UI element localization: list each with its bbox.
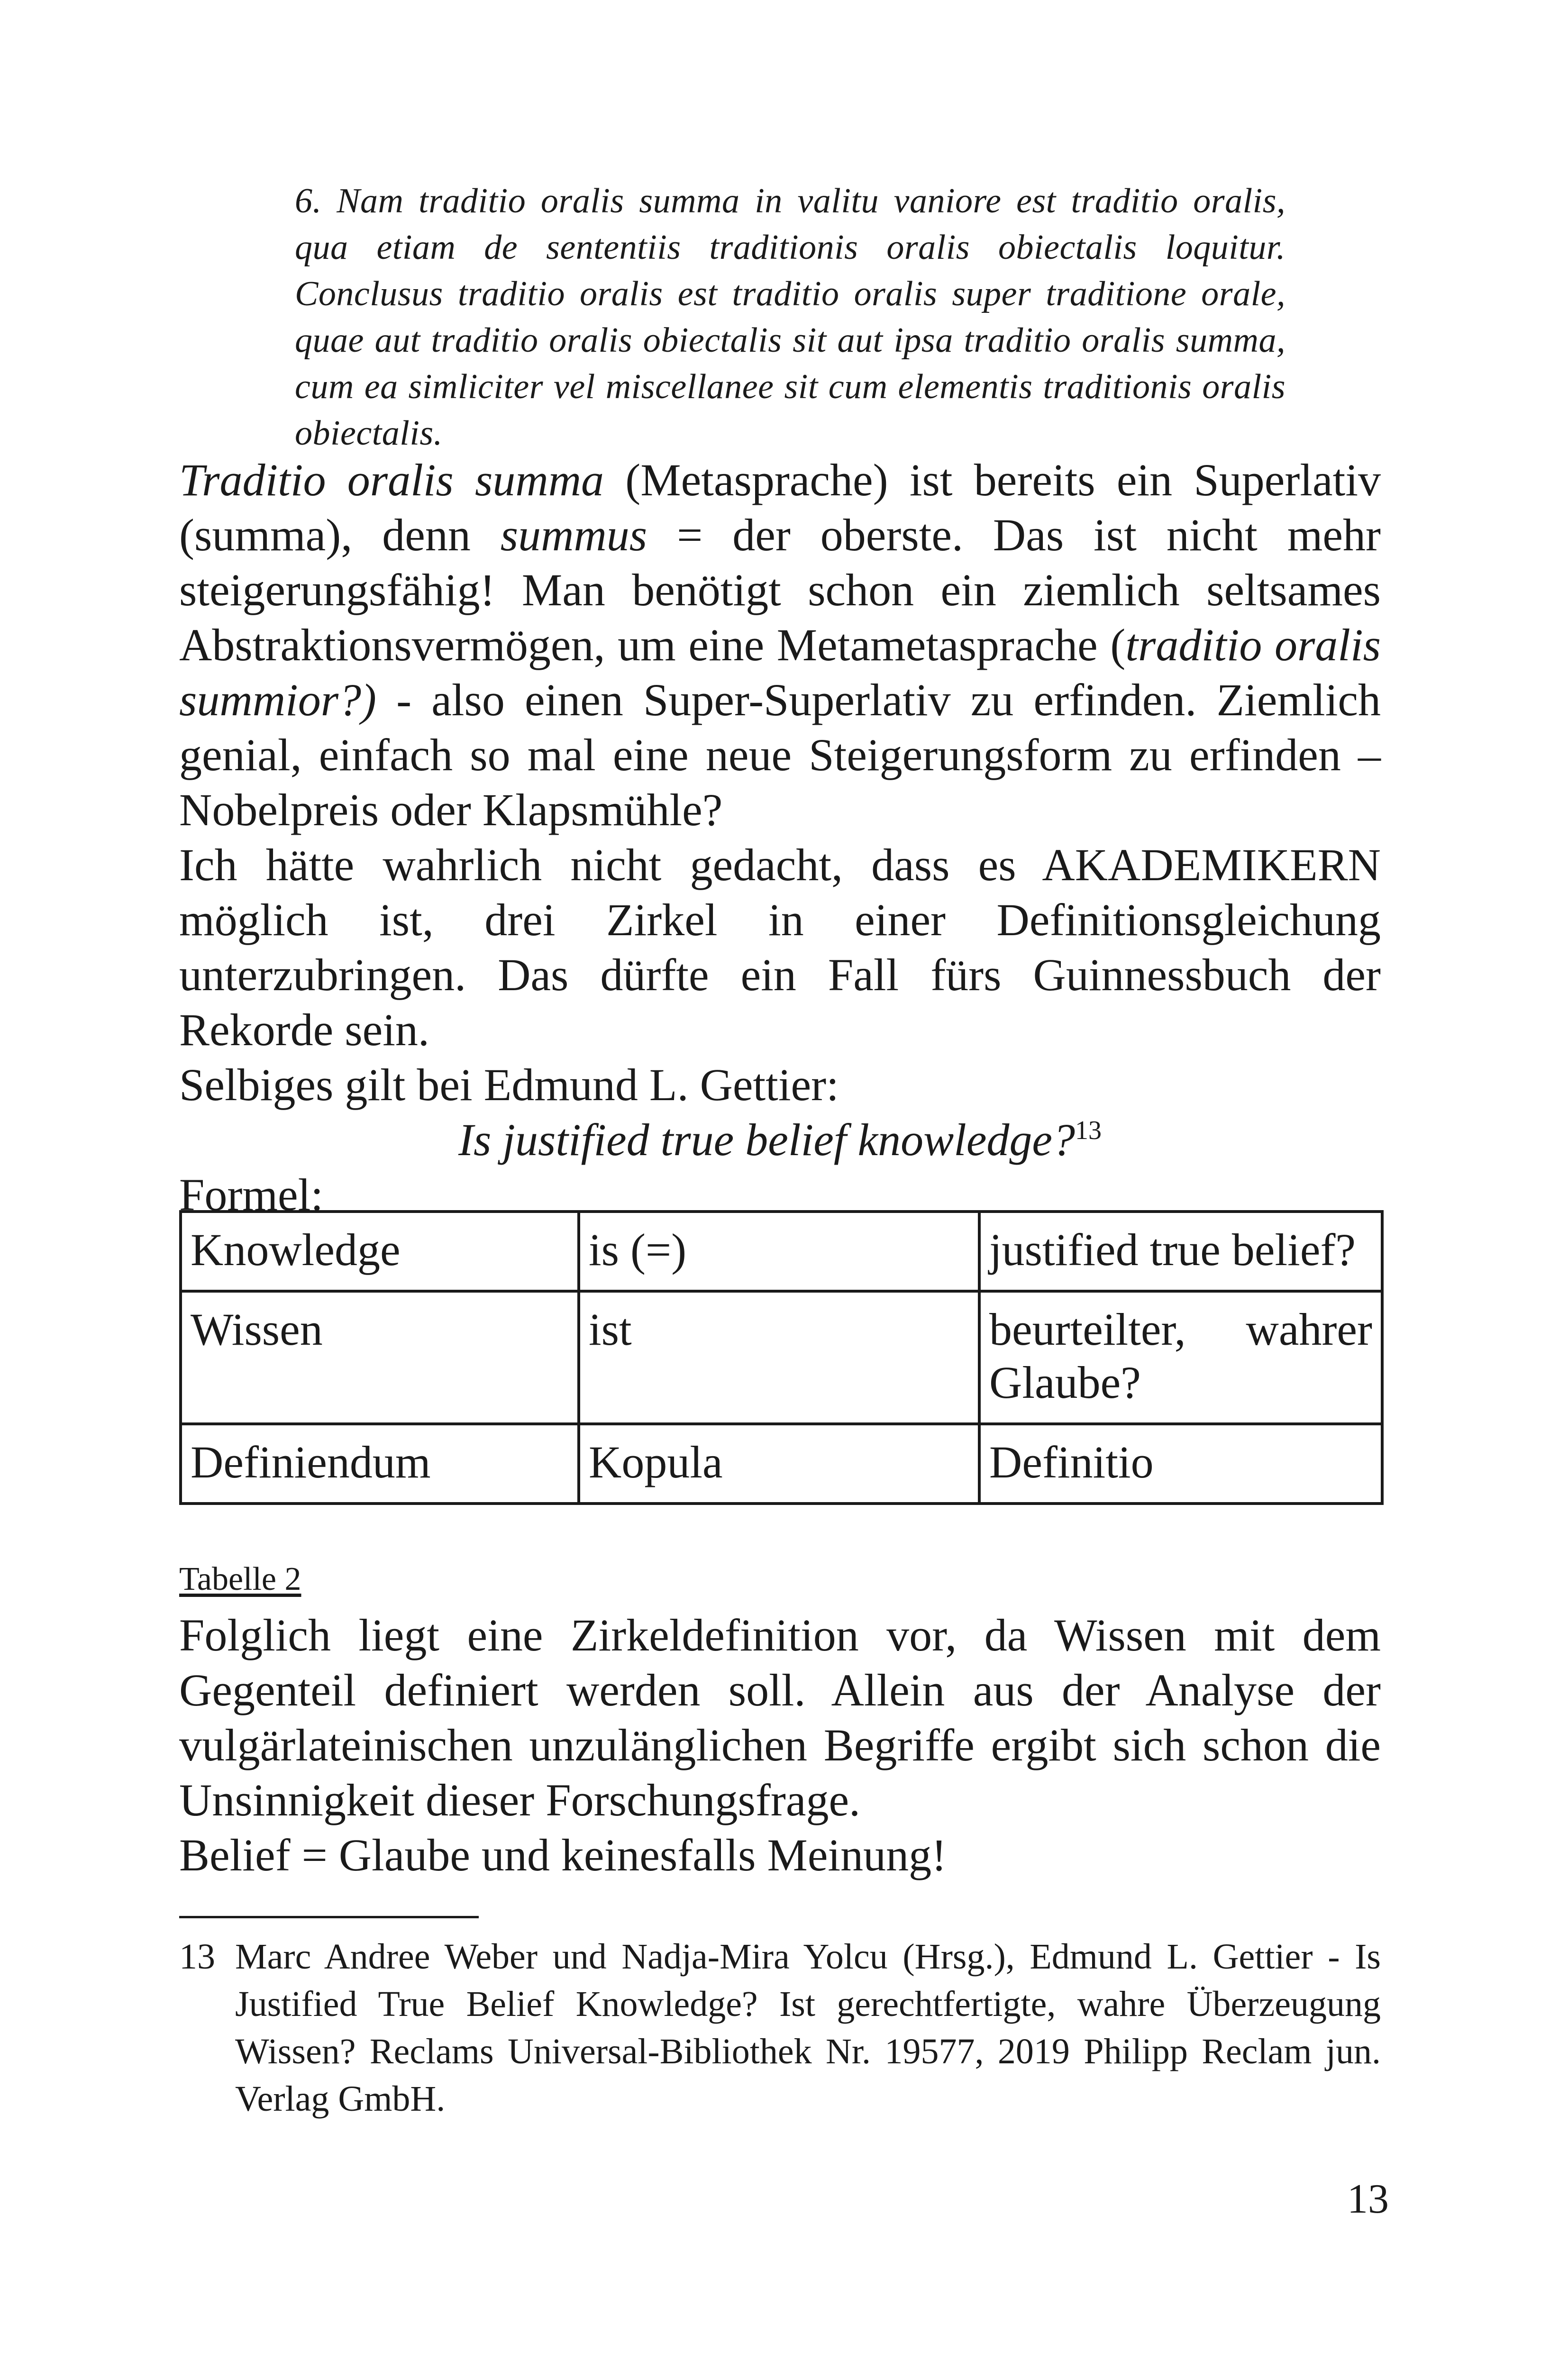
table-cell: ist	[579, 1291, 979, 1424]
paragraph-akademikern: Ich hätte wahrlich nicht gedacht, dass es AKADEMIKERN möglich ist, drei Zirkel in einer Definitionsgleichung unterzubringen. Das dürfte ein Fall fürs Guinnessbuch der Rekorde sein.	[179, 839, 1381, 1055]
paragraph-text: (Metasprache) ist bereits ein Superlativ (summa), denn	[179, 455, 1381, 560]
paragraph-superlative	[179, 453, 1381, 838]
table-row	[181, 1424, 1382, 1504]
footnote-number: 13	[179, 1937, 215, 1977]
table-cell: is (=)	[579, 1212, 979, 1291]
paragraph-zirkeldefinition: Folglich liegt eine Zirkeldefinition vor, da Wissen mit dem Gegenteil definiert werden soll. Allein aus der Analyse der vulgärlateinischen unzulänglichen Begriffe ergibt sich schon die Unsinnigkeit dieser Forschungsfrage.	[179, 1610, 1381, 1825]
body-text-lower	[179, 1608, 1381, 1883]
footnote-text: Marc Andree Weber und Nadja-Mira Yolcu (Hrsg.), Edmund L. Gettier - Is Justified True Belief Knowledge? Ist gerechtfertigte, wahre Überzeugung Wissen? Reclams Universal-Bibliothek Nr. 19577, 2019 Philipp Reclam jun. Verlag GmbH.	[235, 1937, 1381, 2119]
paragraph-text: - also einen Super-Superlativ zu erfinden. Ziemlich genial, einfach so mal eine neue Steigerungsform zu erfinden – Nobelpreis oder Klapsmühle?	[179, 675, 1381, 835]
term-summus: summus	[500, 510, 647, 560]
table-cell: Knowledge	[181, 1212, 579, 1291]
table-row	[181, 1291, 1382, 1424]
table-cell: Definitio	[979, 1424, 1382, 1504]
paragraph-gettier: Selbiges gilt bei Edmund L. Gettier:	[179, 1059, 839, 1110]
latin-quote: 6. Nam traditio oralis summa in valitu vaniore est traditio oralis, qua etiam de sententiis traditionis oralis obiectalis loquitur. Conclusus traditio oralis est traditio oralis super traditione orale, quae aut traditio oralis obiectalis sit aut ipsa traditio oralis summa, cum ea simliciter vel miscellanee sit cum elementis traditionis oralis obiectalis.	[295, 182, 1285, 453]
paragraph-text: = der oberste. Das ist nicht mehr steigerungsfähig! Man benötigt schon ein ziemlich seltsames Abstraktionsvermögen, um eine Metametasprache (	[179, 510, 1381, 670]
table-cell: Kopula	[579, 1424, 979, 1504]
body-text-upper	[179, 453, 1381, 1222]
definition-table	[179, 1210, 1384, 1505]
table-cell: Wissen	[181, 1291, 579, 1424]
table-cell: Definiendum	[181, 1424, 579, 1504]
table-row	[181, 1212, 1382, 1291]
footnote-reference: 13	[1075, 1116, 1102, 1145]
paragraph-belief: Belief = Glaube und keinesfalls Meinung!	[179, 1830, 947, 1880]
footnote	[179, 1933, 1381, 2123]
table-cell: justified true belief?	[979, 1212, 1382, 1291]
table-caption: Tabelle 2	[179, 1561, 301, 1597]
centered-question	[179, 1112, 1381, 1167]
term-traditio-oralis-summa: Traditio oralis summa	[179, 455, 604, 505]
table-cell: beurteilter, wahrer Glaube?	[979, 1291, 1382, 1424]
term-traditio-oralis-summior: traditio oralis summior?)	[179, 620, 1381, 725]
footnote-divider	[179, 1916, 479, 1918]
question-text: Is justified true belief knowledge?	[458, 1114, 1076, 1165]
formula-label: Formel:	[179, 1169, 323, 1220]
page-number: 13	[1347, 2176, 1389, 2222]
